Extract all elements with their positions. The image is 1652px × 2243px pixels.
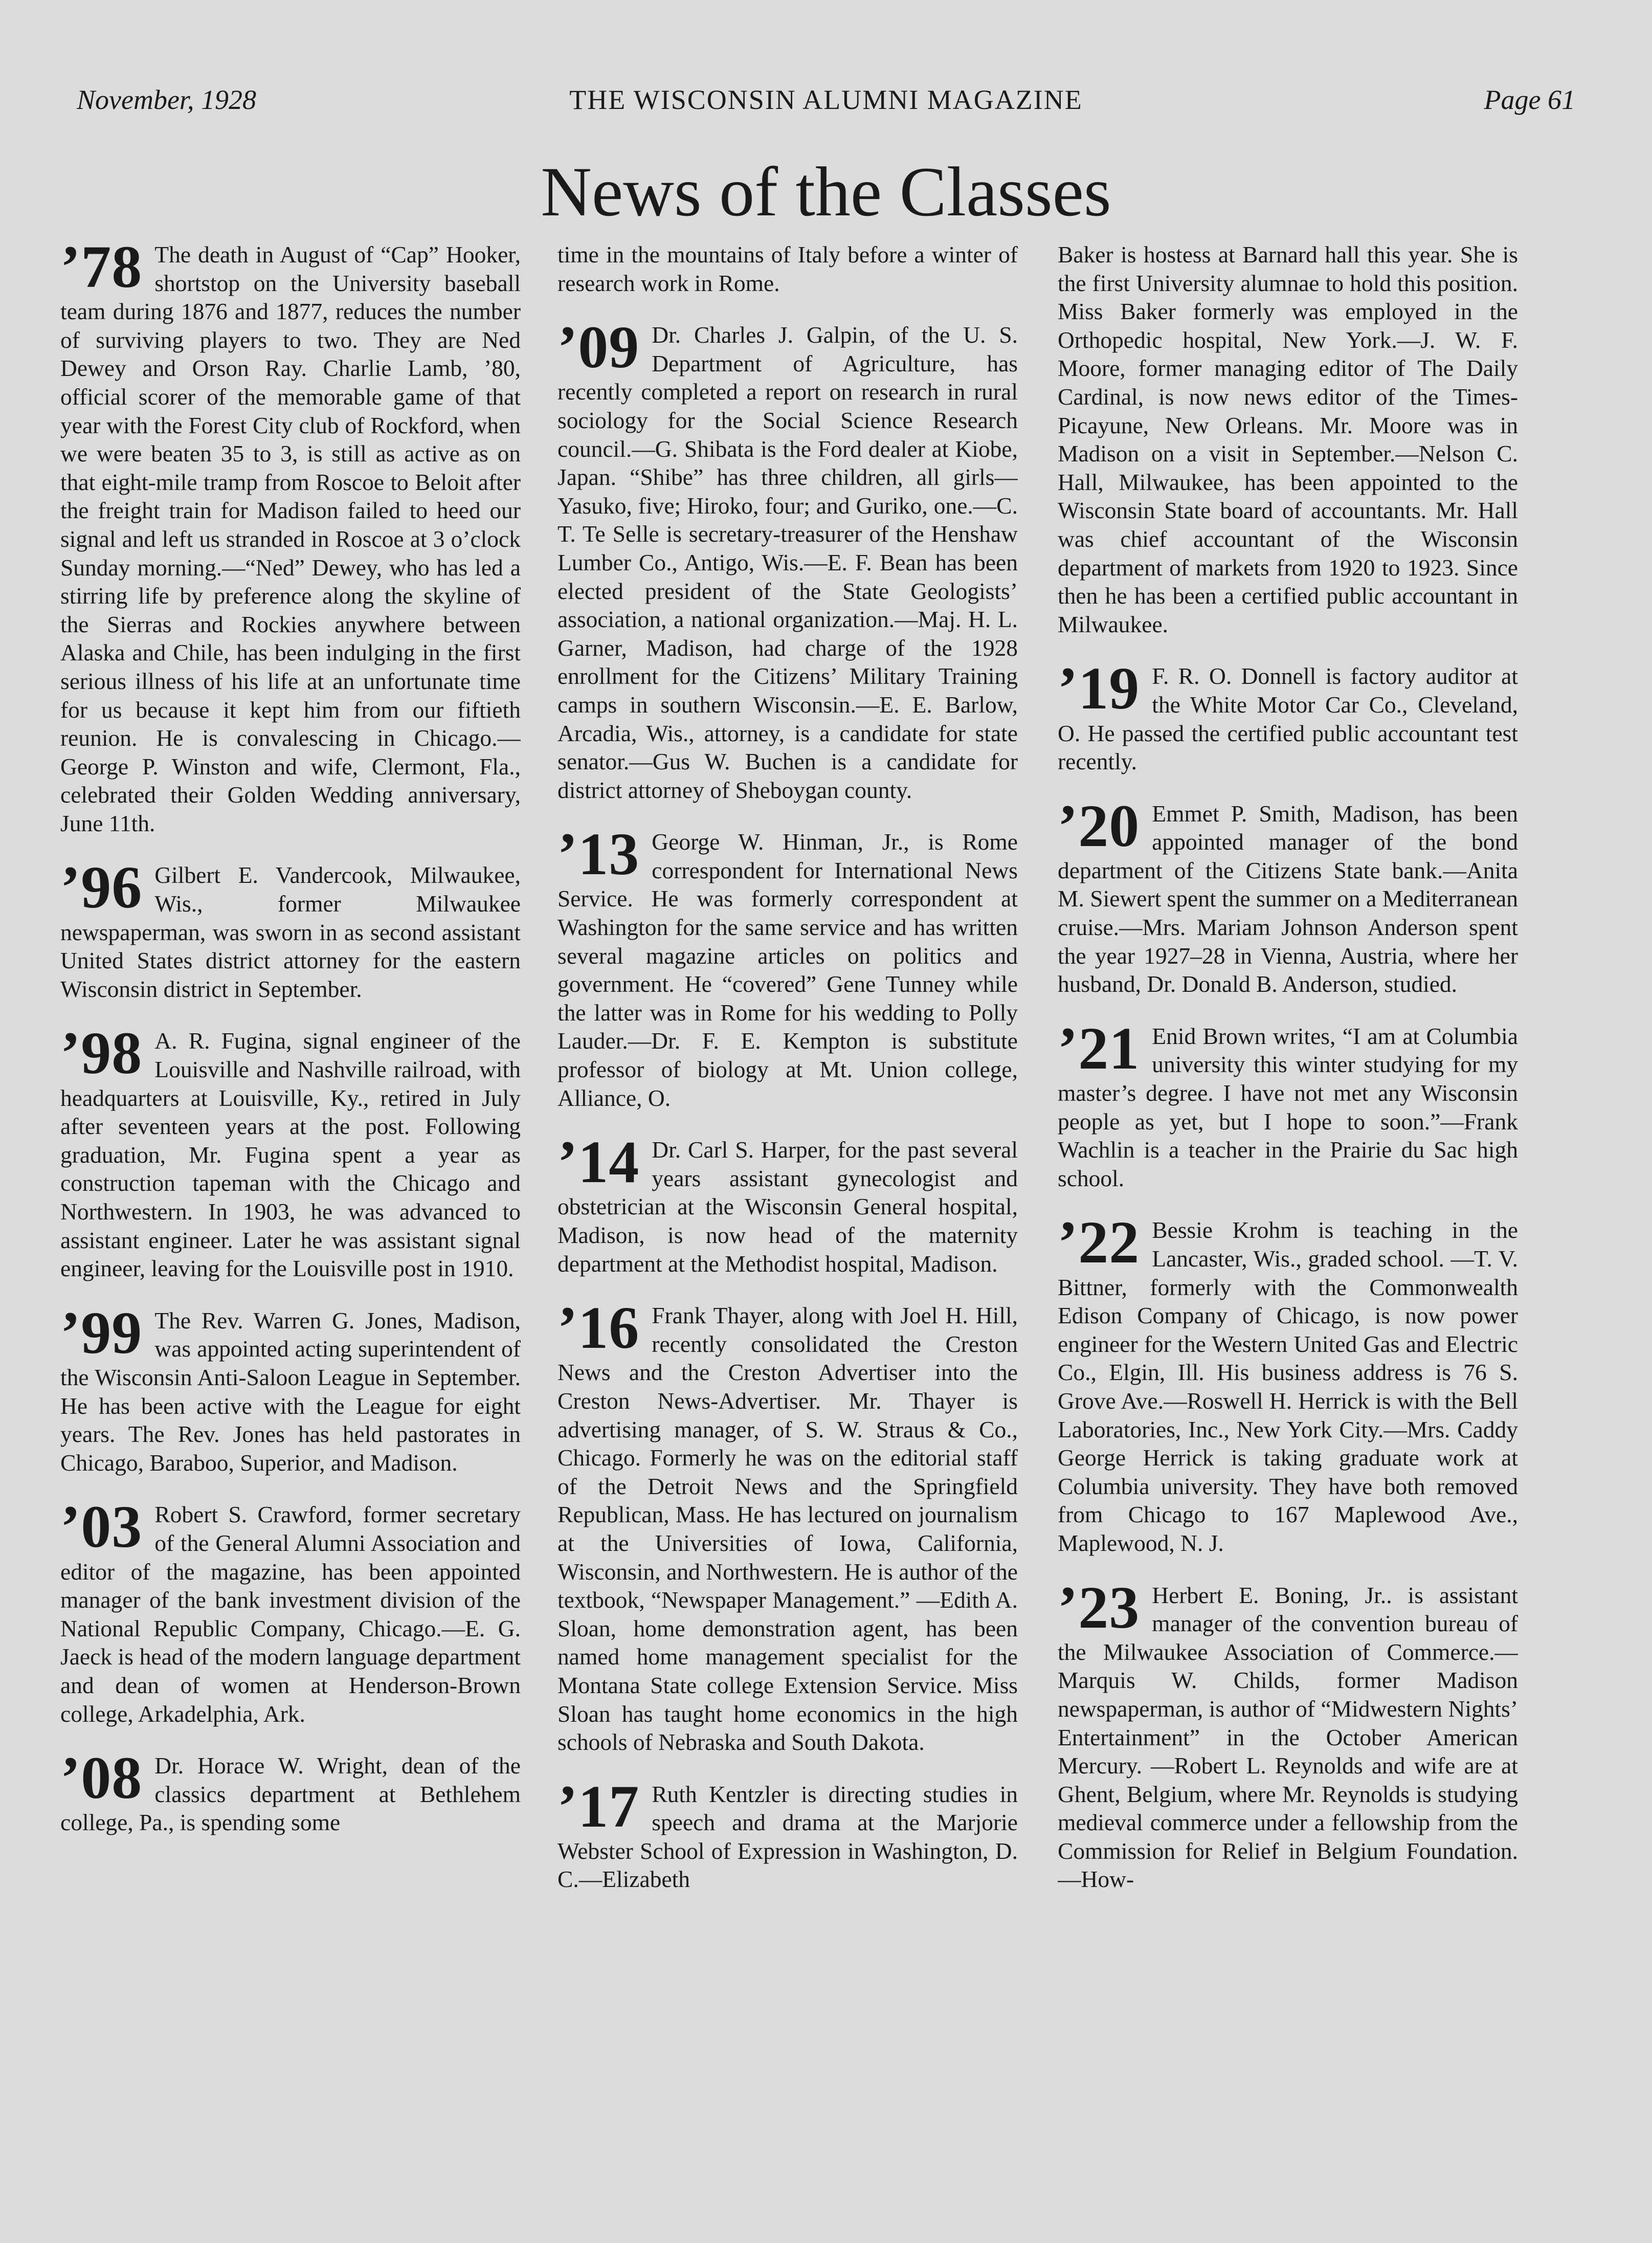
class-entry [60,1027,521,1282]
entry-text: Baker is hostess at Barnard hall this year. She is the first University alumnae to hold this position. Miss Baker formerly was employed in the Orthopedic hospital, New York.—J. W. F. Moore, former managing editor of The Daily Cardinal, is now news editor of the Times-Picayune, New Orleans. Mr. Moore was in Madison on a visit in September.—Nelson C. Hall, Milwaukee, has been appointed to the Wisconsin State board of accountants. Mr. Hall was chief accountant of the Wisconsin department of markets from 1920 to 1923. Since then he has been a certified public accountant in Milwaukee. [1058,241,1518,637]
class-year: ’17 [557,1780,640,1840]
entry-text: Enid Brown writes, “I am at Columbia university this winter studying for my master’s degree. I have not met any Wisconsin people as yet, but I hope to soon.”—Frank Wachlin is a teacher in the Prairie du Sac high school. [1058,1023,1518,1191]
column-1 [60,240,521,1860]
entry-text: George W. Hinman, Jr., is Rome correspondent for International News Service. He was formerly correspondent at Washington for the same service and has written several magazine articles on politics and government. He “covered” Gene Tunney while the latter was in Rome for his wedding to Polly Lauder.—Dr. F. E. Kempton is substitute professor of biology at Mt. Union college, Alliance, O. [557,829,1018,1111]
entry-text: Dr. Carl S. Harper, for the past several years assistant gynecologist and obstetrician at the Wisconsin General hospital, Madison, is now head of the maternity department at the Methodist hospital, Madison. [557,1137,1018,1277]
class-year: ’98 [60,1027,143,1087]
page-title: News of the Classes [541,152,1111,231]
entry-text: time in the mountains of Italy before a winter of research work in Rome. [557,241,1018,296]
class-entry [1058,662,1518,775]
class-entry [1058,1581,1518,1894]
class-year: ’99 [60,1306,143,1366]
class-year: ’22 [1058,1216,1140,1276]
entry-text: Ruth Kentzler is directing studies in speech and drama at the Marjorie Webster School of Expression in Washington, D. C.—Elizabeth [557,1781,1018,1893]
class-year: ’14 [557,1136,640,1196]
class-entry [1058,800,1518,998]
entry-text: Robert S. Crawford, former secretary of the General Alumni Association and editor of the magazine, has been appointed manager of the bank investment division of the National Republic Company, Chicago.—E. G. Jaeck is head of the modern language department and dean of women at Henderson-Brown college, Arkadelphia, Ark. [60,1501,521,1727]
class-year: ’03 [60,1500,143,1561]
entry-text: Dr. Charles J. Galpin, of the U. S. Department of Agriculture, has recently completed a report on research in rural sociology for the Social Science Research council.—G. Shibata is the Ford dealer at Kiobe, Japan. “Shibe” has three children, all girls—Yasuko, five; Hiroko, four; and Guriko, one.—C. T. Te Selle is secretary-treasurer of the Henshaw Lumber Co., Antigo, Wis.—E. F. Bean has been elected president of the State Geologists’ association, a national organization.—Maj. H. L. Garner, Madison, had charge of the 1928 enrollment for the Citizens’ Military Training camps in southern Wisconsin.—E. E. Barlow, Arcadia, Wis., attorney, is a candidate for state senator.—Gus W. Buchen is a candidate for district attorney of Sheboygan county. [557,322,1018,803]
class-entry [1058,1022,1518,1193]
class-year: ’16 [557,1301,640,1362]
class-entry [557,1780,1018,1894]
class-entry-continued [557,240,1018,297]
column-3 [1058,240,1518,1917]
class-entry [60,1306,521,1477]
class-year: ’09 [557,321,640,381]
entry-text: Dr. Horace W. Wright, dean of the classics department at Bethlehem college, Pa., is spending some [60,1752,521,1836]
class-entry [1058,1216,1518,1557]
class-year: ’21 [1058,1021,1140,1082]
entry-text: Herbert E. Boning, Jr.. is assistant manager of the convention bureau of the Milwaukee Association of Commerce.—Marquis W. Childs, former Madison newspaperman, is author of “Midwestern Nights’ Entertainment” in the October American Mercury. —Robert L. Reynolds and wife are at Ghent, Belgium, where Mr. Reynolds is studying medieval commerce under a fellowship from the Commission for Relief in Belgium Foundation.—How- [1058,1582,1518,1893]
entry-text: Bessie Krohm is teaching in the Lancaster, Wis., graded school. —T. V. Bittner, formerly with the Commonwealth Edison Company of Chicago, is now power engineer for the Western United Gas and Electric Co., Elgin, Ill. His business address is 76 S. Grove Ave.—Roswell H. Herrick is with the Bell Laboratories, Inc., New York City.—Mrs. Caddy George Herrick is taking graduate work at Columbia university. They have both removed from Chicago to 167 Maplewood Ave., Maplewood, N. J. [1058,1217,1518,1556]
entry-text: Emmet P. Smith, Madison, has been appointed manager of the bond department of the Citizens State bank.—Anita M. Siewert spent the summer on a Mediterranean cruise.—Mrs. Mariam Johnson Anderson spent the year 1927–28 in Vienna, Austria, where her husband, Dr. Donald B. Anderson, studied. [1058,800,1518,997]
magazine-name: THE WISCONSIN ALUMNI MAGAZINE [569,84,1083,115]
issue-date: November, 1928 [77,84,256,115]
class-year: ’19 [1058,662,1140,722]
class-entry [557,828,1018,1112]
page-number: Page 61 [1484,84,1575,115]
class-entry [557,321,1018,804]
running-head [77,79,1575,120]
class-entry [557,1136,1018,1278]
class-entry [60,1751,521,1837]
class-entry [60,861,521,1003]
class-year: ’23 [1058,1581,1140,1641]
class-entry-continued [1058,240,1518,638]
entry-text: F. R. O. Donnell is factory auditor at the White Motor Car Co., Cleveland, O. He passed the certified public accountant test recently. [1058,663,1518,775]
entry-text: The death in August of “Cap” Hooker, shortstop on the University baseball team during 1876 and 1877, reduces the number of surviving players to two. They are Ned Dewey and Orson Ray. Charlie Lamb, ’80, official scorer of the memorable game of that year with the Forest City club of Rockford, when we were beaten 35 to 3, is still as active as on that eight-mile tramp from Roscoe to Beloit after the freight train for Madison failed to heed our signal and left us stranded in Roscoe at 3 o’clock Sunday morning.—“Ned” Dewey, who has led a stirring life by preference along the skyline of the Sierras and Rockies anywhere between Alaska and Chile, has been indulging in the first serious illness of his life at an unfortunate time for us because it kept him from our fiftieth reunion. He is convalescing in Chicago.—George P. Winston and wife, Clermont, Fla., celebrated their Golden Wedding anniversary, June 11th. [60,241,521,836]
entry-text: A. R. Fugina, signal engineer of the Louisville and Nashville railroad, with headquarters at Louisville, Ky., retired in July after seventeen years at the post. Following graduation, Mr. Fugina spent a year as construction tapeman with the Chicago and Northwestern. In 1903, he was advanced to assistant engineer. Later he was assistant signal engineer, leaving for the Louisville post in 1910. [60,1028,521,1282]
class-entry [60,240,521,837]
class-year: ’20 [1058,799,1140,859]
entry-text: Gilbert E. Vandercook, Milwaukee, Wis., former Milwaukee newspaperman, was sworn in as second assistant United States district attorney for the eastern Wisconsin district in September. [60,862,521,1002]
class-year: ’08 [60,1751,143,1812]
entry-text: Frank Thayer, along with Joel H. Hill, recently consolidated the Creston News and the Creston Advertiser into the Creston News-Advertiser. Mr. Thayer is advertising manager, of S. W. Straus & Co., Chicago. Formerly he was on the editorial staff of the Detroit News and the Springfield Republican, Mass. He has lectured on journalism at the Universities of Iowa, California, Wisconsin, and Northwestern. He is author of the textbook, “Newspaper Management.” —Edith A. Sloan, home demonstration agent, has been named home management specialist for the Montana State college Extension Service. Miss Sloan has taught home economics in the high schools of Nebraska and South Dakota. [557,1302,1018,1756]
class-entry [60,1500,521,1728]
class-year: ’96 [60,861,143,921]
class-year: ’13 [557,828,640,888]
entry-text: The Rev. Warren G. Jones, Madison, was appointed acting superintendent of the Wisconsin Anti-Saloon League in September. He has been active with the League for eight years. The Rev. Jones has held pastorates in Chicago, Baraboo, Superior, and Madison. [60,1307,521,1476]
class-entry [557,1301,1018,1757]
class-year: ’78 [60,240,143,300]
column-2 [557,240,1018,1917]
